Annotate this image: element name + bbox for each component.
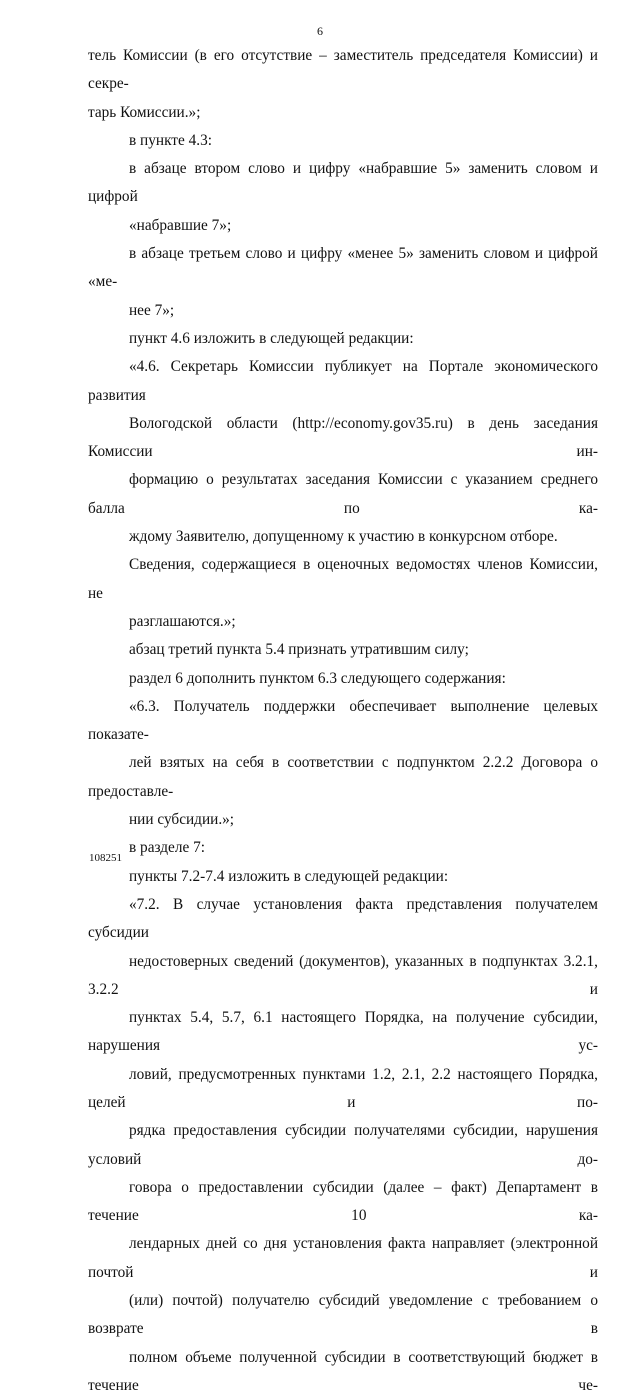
- text-line: раздел 6 дополнить пунктом 6.3 следующего содержания:: [129, 669, 506, 687]
- text-line: недостоверных сведений (документов), указанных в подпунктах 3.2.1, 3.2.2 и: [88, 952, 598, 998]
- paragraph: [88, 665, 598, 693]
- paragraph: [88, 636, 598, 664]
- text-line: в абзаце втором слово и цифру «набравшие 5» заменить словом и цифрой: [88, 160, 598, 206]
- text-line: нии субсидии.»;: [129, 811, 235, 829]
- text-line: ждому Заявителю, допущенному к участию в конкурсном отборе.: [129, 528, 558, 546]
- document-body: [88, 42, 598, 1400]
- text-line: разглашаются.»;: [129, 612, 236, 630]
- text-line: в разделе 7:: [129, 839, 205, 857]
- text-line: пунктах 5.4, 5.7, 6.1 настоящего Порядка, на получение субсидии, нарушения ус-: [88, 1009, 598, 1055]
- text-line: «6.3. Получатель поддержки обеспечивает выполнение целевых показате-: [88, 697, 598, 744]
- paragraph: [88, 155, 598, 240]
- text-line: Вологодской области (http://economy.gov35.ru) в день заседания Комиссии ин-: [88, 414, 598, 461]
- text-line: полном объеме полученной субсидии в соответствующий бюджет в течение че-: [88, 1348, 598, 1394]
- text-line: Сведения, содержащиеся в оценочных ведомостях членов Комиссии, не: [88, 556, 598, 602]
- text-line: лей взятых на себя в соответствии с подпунктом 2.2.2 Договора о предоставле-: [88, 754, 598, 800]
- paragraph: [88, 325, 598, 353]
- text-line: «7.2. В случае установления факта представления получателем субсидии: [88, 895, 598, 942]
- text-line: «4.6. Секретарь Комиссии публикует на Портале экономического развития: [88, 358, 598, 404]
- paragraph: [88, 551, 598, 636]
- text-line: «набравшие 7»;: [129, 216, 232, 234]
- page-number: 6: [317, 24, 323, 38]
- paragraph: [88, 42, 598, 127]
- text-line: ловий, предусмотренных пунктами 1.2, 2.1, 2.2 настоящего Порядка, целей и по-: [88, 1065, 598, 1111]
- text-line: пункт 4.6 изложить в следующей редакции:: [129, 329, 414, 347]
- text-line: в пункте 4.3:: [129, 131, 212, 149]
- text-line: рядка предоставления субсидии получателями субсидии, нарушения условий до-: [88, 1122, 598, 1168]
- paragraph: [88, 693, 598, 834]
- text-line: в абзаце третьем слово и цифру «менее 5» заменить словом и цифрой «ме-: [88, 245, 598, 291]
- paragraph: [88, 891, 598, 1400]
- text-line: лендарных дней со дня установления факта направляет (электронной почтой и: [88, 1235, 598, 1281]
- text-line: тель Комиссии (в его отсутствие – заместитель председателя Комиссии) и секре-: [88, 47, 598, 93]
- paragraph: [88, 863, 598, 891]
- text-line: говора о предоставлении субсидии (далее – факт) Департамент в течение 10 ка-: [88, 1178, 598, 1225]
- text-line: пункты 7.2-7.4 изложить в следующей редакции:: [129, 867, 449, 885]
- paragraph: [88, 127, 598, 155]
- text-line: (или) почтой) получателю субсидий уведомление с требованием о возврате в: [88, 1292, 598, 1338]
- text-line: абзац третий пункта 5.4 признать утратившим силу;: [129, 641, 469, 659]
- paragraph: [88, 353, 598, 551]
- paragraph: [88, 240, 598, 325]
- document-code: 108251: [89, 852, 122, 864]
- text-line: нее 7»;: [129, 301, 175, 319]
- paragraph: [88, 834, 598, 862]
- text-line: формацию о результатах заседания Комиссии с указанием среднего балла по ка-: [88, 471, 598, 517]
- text-line: тарь Комиссии.»;: [88, 103, 201, 121]
